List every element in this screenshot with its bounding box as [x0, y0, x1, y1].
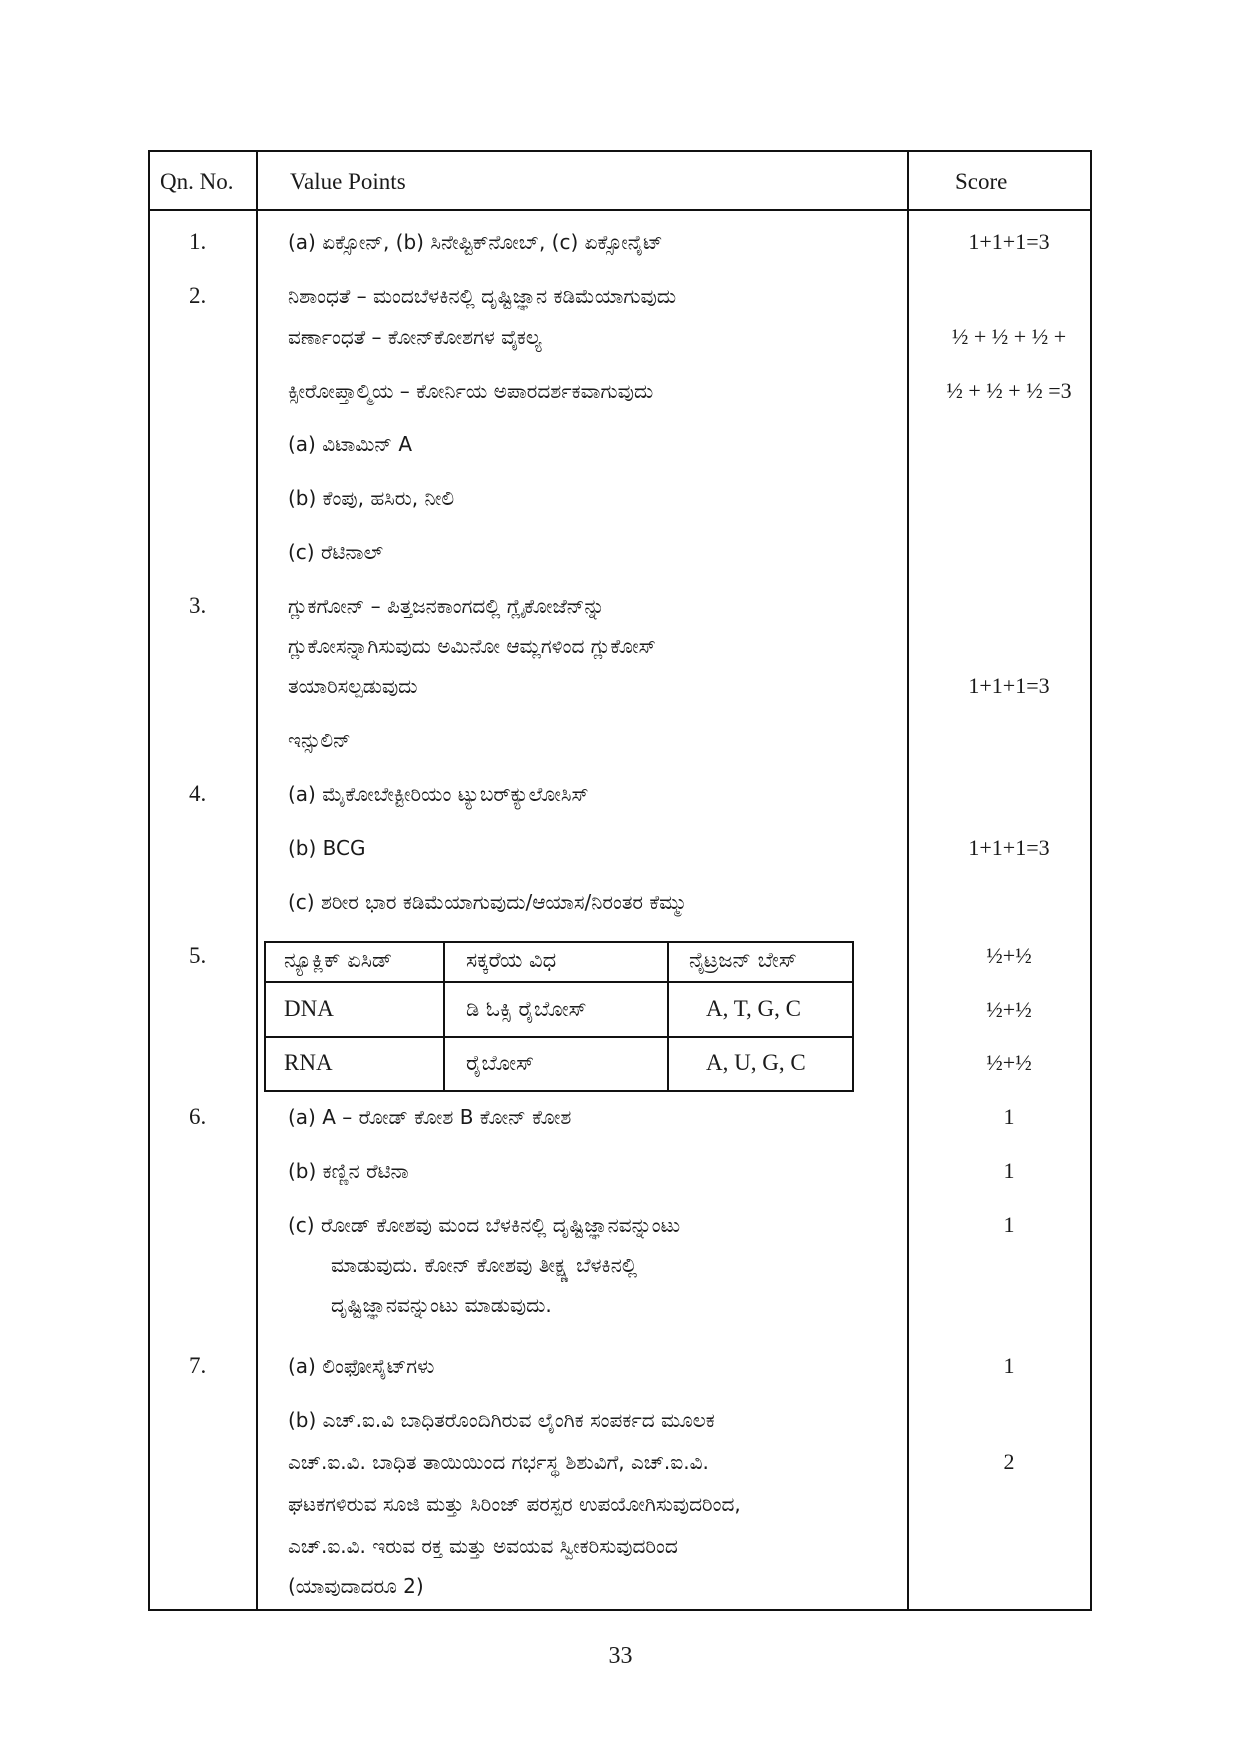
value-point: (b) BCG	[288, 836, 366, 860]
question-number: 1.	[189, 229, 207, 254]
table-header-cell: ನೈಟ್ರಜನ್ ಬೇಸ್	[689, 948, 797, 972]
header-divider	[150, 209, 1090, 211]
header-score: Score	[955, 169, 1008, 194]
value-point: (b) ಕಣ್ಣಿನ ರೆಟಿನಾ	[288, 1159, 409, 1183]
score: 1+1+1=3	[968, 673, 1050, 698]
table-header-cell: ಸಕ್ಕರೆಯ ವಿಧ	[466, 948, 557, 972]
value-point: (a) ಮೈಕೋಬೇಕ್ಟೀರಿಯಂ ಟ್ಯುಬರ್‌ಕ್ಯುಲೋಸಿಸ್	[288, 782, 589, 806]
score: ½ + ½ + ½ +	[951, 324, 1067, 349]
table-cell: RNA	[284, 1050, 333, 1075]
question-number: 3.	[189, 593, 207, 618]
score: 1	[1003, 1212, 1015, 1237]
nucleic-acid-table	[264, 941, 854, 1092]
question-number: 4.	[189, 781, 207, 806]
column-divider	[443, 943, 445, 1090]
value-point: (c) ಶರೀರ ಭಾರ ಕಡಿಮೆಯಾಗುವುದು/ಆಯಾಸ/ನಿರಂತರ ಕೆಮ್ಮು	[288, 890, 688, 914]
score: 1	[1003, 1104, 1015, 1129]
score: ½ + ½ + ½ =3	[946, 378, 1072, 403]
value-point: ಎಚ್.ಐ.ವಿ. ಬಾಧಿತ ತಾಯಿಯಿಂದ ಗರ್ಭಸ್ಥ ಶಿಶುವಿಗೆ, ಎಚ್.ಐ.ವಿ.	[288, 1450, 709, 1474]
value-point: ನಿಶಾಂಧತೆ – ಮಂದಬೆಳಕಿನಲ್ಲಿ ದೃಷ್ಟಿಜ್ಞಾನ ಕಡಿಮೆಯಾಗುವುದು	[288, 284, 677, 308]
page-number: 33	[608, 1643, 633, 1669]
value-point: ಗ್ಲುಕೋಸನ್ನಾಗಿಸುವುದು ಅಮಿನೋ ಆಮ್ಲಗಳಿಂದ ಗ್ಲುಕೋಸ್	[288, 634, 656, 658]
score: 2	[1003, 1449, 1015, 1474]
value-point: ಮಾಡುವುದು. ಕೋನ್ ಕೋಶವು ತೀಕ್ಷ್ಣ ಬೆಳಕಿನಲ್ಲಿ	[331, 1253, 638, 1277]
value-point: ವರ್ಣಾಂಧತೆ – ಕೋನ್‌ಕೋಶಗಳ ವೈಕಲ್ಯ	[288, 325, 542, 349]
row-divider	[266, 1036, 852, 1038]
table-cell: ರೈಬೋಸ್	[466, 1051, 535, 1075]
value-point: (c) ರೋಡ್ ಕೋಶವು ಮಂದ ಬೆಳಕಿನಲ್ಲಿ ದೃಷ್ಟಿಜ್ಞಾನವನ್ನುಂಟು	[288, 1213, 681, 1237]
score: ½+½	[986, 943, 1032, 968]
value-point: (a) ಲಿಂಫೋಸೈಟ್‌ಗಳು	[288, 1354, 435, 1378]
question-number: 2.	[189, 283, 207, 308]
value-point: (b) ಎಚ್.ಐ.ವಿ ಬಾಧಿತರೊಂದಿಗಿರುವ ಲೈಂಗಿಕ ಸಂಪರ್ಕದ ಮೂಲಕ	[288, 1408, 715, 1432]
table-cell: A, T, G, C	[706, 996, 801, 1021]
table-cell: A, U, G, C	[706, 1050, 806, 1075]
question-number: 5.	[189, 943, 207, 968]
header-qn: Qn. No.	[160, 169, 234, 194]
column-divider	[667, 943, 669, 1090]
question-number: 6.	[189, 1104, 207, 1129]
score: 1	[1003, 1158, 1015, 1183]
value-point: ಎಚ್.ಐ.ವಿ. ಇರುವ ರಕ್ತ ಮತ್ತು ಅವಯವ ಸ್ವೀಕರಿಸುವುದರಿಂದ	[288, 1534, 678, 1558]
value-point: (a) ವಿಟಾಮಿನ್ A	[288, 432, 413, 456]
row-divider	[266, 981, 852, 983]
header-value-points: Value Points	[290, 169, 406, 194]
value-point: ದೃಷ್ಟಿಜ್ಞಾನವನ್ನುಂಟು ಮಾಡುವುದು.	[331, 1293, 552, 1317]
value-point: (c) ರೆಟಿನಾಲ್	[288, 540, 384, 564]
table-cell: ಡಿ ಓಕ್ಸಿ ರೈಬೋಸ್	[466, 997, 587, 1021]
column-divider	[256, 152, 258, 1609]
score: 1	[1003, 1353, 1015, 1378]
value-point: ಇನ್ಸುಲಿನ್	[288, 728, 351, 752]
answer-key-table	[148, 150, 1092, 1611]
column-divider	[907, 152, 909, 1609]
score: 1+1+1=3	[968, 835, 1050, 860]
value-point: (b) ಕೆಂಪು, ಹಸಿರು, ನೀಲಿ	[288, 486, 455, 510]
question-number: 7.	[189, 1353, 207, 1378]
value-point: (a) ಏಕ್ಸೋನ್, (b) ಸಿನೇಪ್ಟಿಕ್‌ನೋಬ್, (c) ಏಕ್ಸೋನೈಟ್	[288, 230, 663, 254]
score: 1+1+1=3	[968, 229, 1050, 254]
table-cell: DNA	[284, 996, 334, 1021]
value-point: ತಯಾರಿಸಲ್ಪಡುವುದು	[288, 674, 418, 698]
score: ½+½	[986, 1050, 1032, 1075]
value-point: ಕ್ಸೀರೋಪ್ತಾಲ್ಮಿಯ – ಕೋರ್ನಿಯ ಅಪಾರದರ್ಶಕವಾಗುವುದು	[288, 379, 654, 403]
value-point: ಘಟಕಗಳಿರುವ ಸೂಜಿ ಮತ್ತು ಸಿರಿಂಜ್ ಪರಸ್ಪರ ಉಪಯೋಗಿಸುವುದರಿಂದ,	[288, 1492, 741, 1516]
value-point: (a) A – ರೋಡ್ ಕೋಶ B ಕೋನ್ ಕೋಶ	[288, 1105, 572, 1129]
value-point: ಗ್ಲುಕಗೋನ್ – ಪಿತ್ತಜನಕಾಂಗದಲ್ಲಿ ಗ್ಲೈಕೋಜೆನ್‌ನ್ನು	[288, 594, 605, 618]
value-point: (ಯಾವುದಾದರೂ 2)	[288, 1574, 424, 1598]
table-header-cell: ನ್ಯೂಕ್ಲಿಕ್ ಏಸಿಡ್	[284, 948, 393, 972]
score: ½+½	[986, 997, 1032, 1022]
